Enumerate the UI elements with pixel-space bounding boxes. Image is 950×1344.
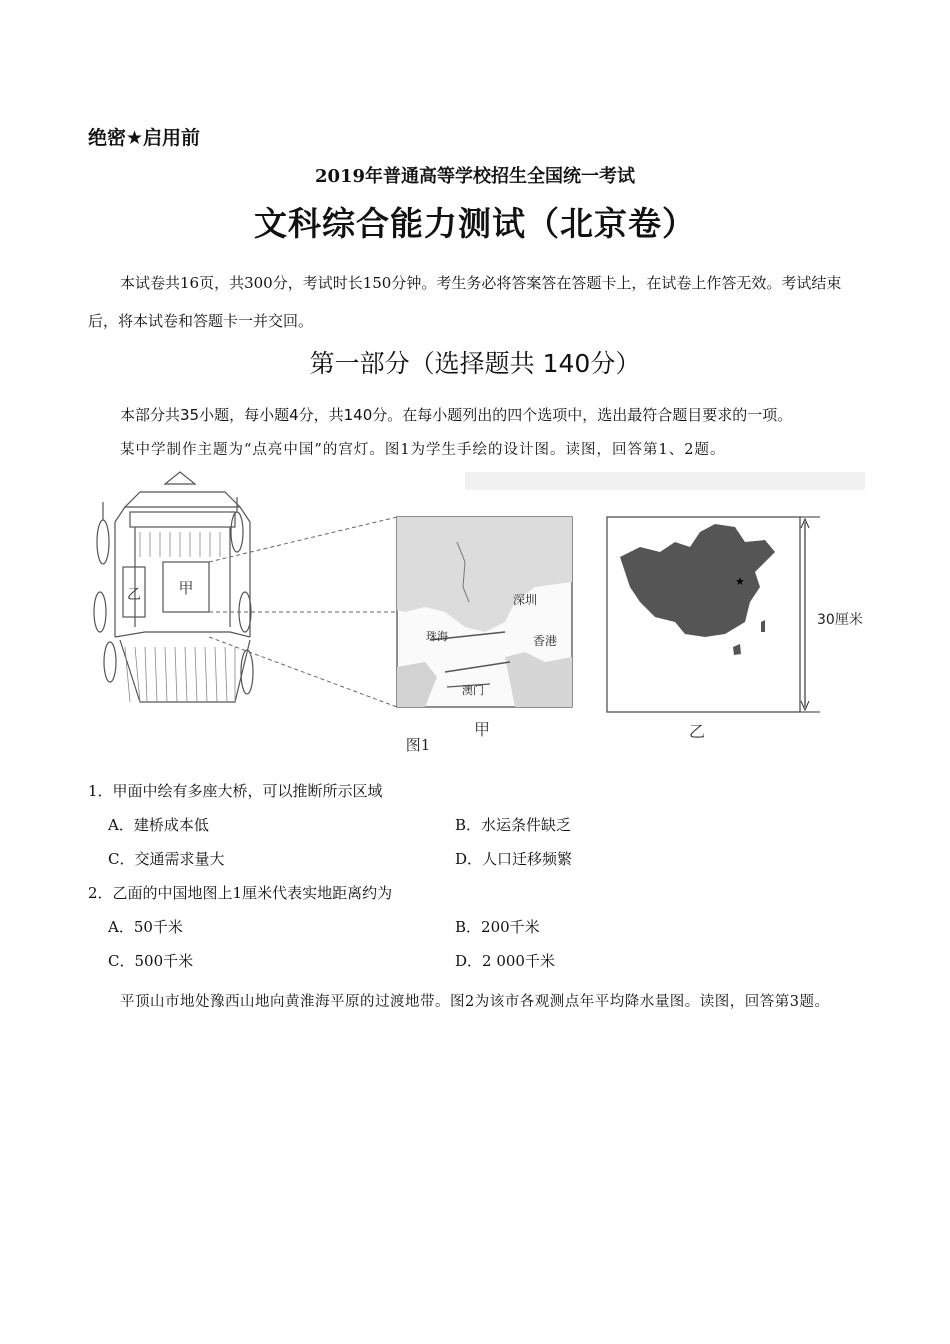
map-label-macau: 澳门: [462, 684, 484, 697]
part-title: 第一部分（选择题共 140分）: [309, 349, 641, 378]
question-2-option-b: B．200千米: [455, 918, 540, 936]
panel-b-map: [607, 517, 820, 712]
panel-a-label: 甲: [473, 720, 491, 739]
lantern-panel-yi: 乙: [127, 587, 141, 603]
intro-paragraph: 本试卷共16页，共300分，考试时长150分钟。考生务必将答案答在答题卡上，在试卷上作答无效。考试结束后，将本试卷和答题卡一并交回。: [88, 274, 842, 330]
question-2-option-d: D．2 000千米: [455, 952, 555, 970]
projection-lines: [209, 517, 397, 707]
subject-title: 文科综合能力测试（北京卷）: [254, 204, 696, 243]
figure-1: [85, 462, 865, 762]
question-1-option-d: D．人口迁移频繁: [455, 850, 573, 868]
question-1-option-c: C．交通需求量大: [108, 850, 225, 868]
question-1-option-a: A．建桥成本低: [108, 816, 209, 834]
map-label-zhuhai: 珠海: [426, 630, 448, 643]
question-2-option-a: A．50千米: [108, 918, 183, 936]
panel-a-map: [397, 517, 572, 707]
lantern-drawing: [94, 472, 253, 702]
scale-label: 30厘米: [817, 612, 863, 628]
exam-title: 2019年普通高等学校招生全国统一考试: [314, 166, 636, 187]
figure-caption: 图1: [405, 736, 431, 754]
map-label-hongkong: 香港: [532, 634, 558, 648]
question-1-stem: 1．甲面中绘有多座大桥，可以推断所示区域: [88, 782, 383, 800]
part-description: 本部分共35小题，每小题4分，共140分。在每小题列出的四个选项中，选出最符合题目要求的一项。: [120, 406, 793, 424]
map-label-shenzhen: 深圳: [512, 593, 538, 607]
question-1-option-b: B．水运条件缺乏: [455, 816, 572, 834]
panel-b-label: 乙: [688, 722, 706, 741]
scenario-text: 某中学制作主题为“点亮中国”的宫灯。图1为学生手绘的设计图。读图，回答第1、2题。: [120, 442, 726, 458]
question-2-option-c: C．500千米: [108, 952, 194, 970]
lantern-panel-jia: 甲: [178, 579, 194, 597]
secret-mark: 绝密★启用前: [88, 127, 201, 149]
capital-star-icon: ★: [735, 575, 745, 588]
question-2-stem: 2．乙面的中国地图上1厘米代表实地距离约为: [88, 884, 393, 902]
paragraph-2: 平顶山市地处豫西山地向黄淮海平原的过渡地带。图2为该市各观测点年平均降水量图。读图，回答第3题。: [120, 994, 830, 1010]
